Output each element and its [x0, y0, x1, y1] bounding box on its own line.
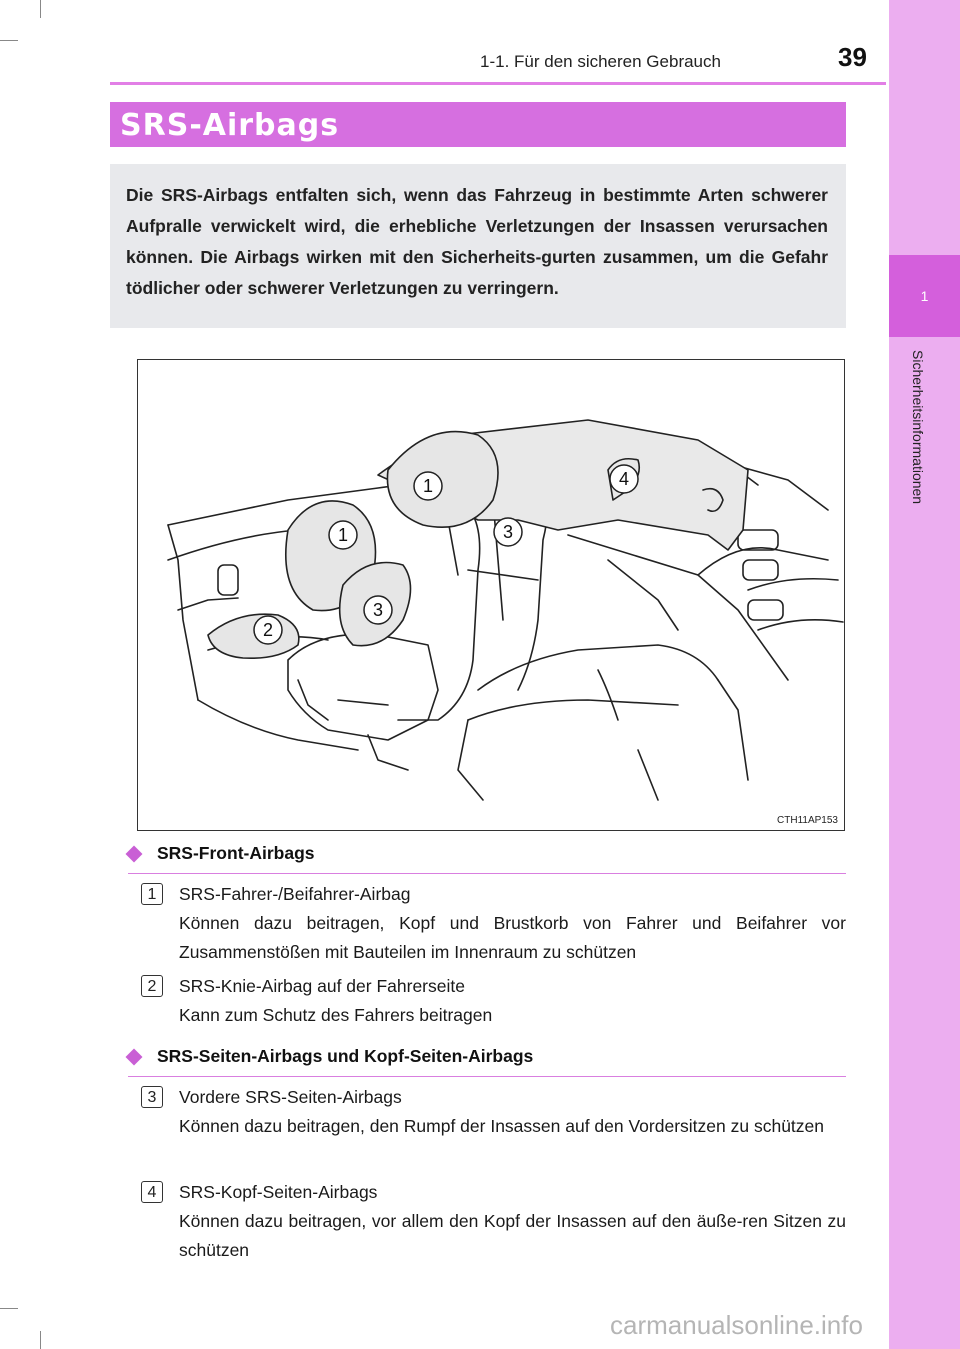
section-title: SRS-Airbags: [120, 108, 340, 143]
item-title: SRS-Knie-Airbag auf der Fahrerseite: [179, 976, 465, 996]
figure-code: CTH11AP153: [777, 815, 838, 826]
callout-label: 2: [262, 620, 274, 640]
chapter-label: Sicherheitsinformationen: [910, 350, 926, 505]
item-description: Können dazu beitragen, den Rumpf der Insassen auf den Vordersitzen zu schützen: [179, 1116, 825, 1136]
callout-3-lower: [364, 596, 392, 624]
item-description: Können dazu beitragen, vor allem den Kopf der Insassen auf den äuße-ren Sitzen zu schützen: [179, 1211, 846, 1260]
airbag-illustration: [137, 359, 845, 831]
subheading-front-airbags: [128, 843, 846, 874]
callout-label: 1: [422, 476, 434, 496]
item-number: 3: [141, 1086, 163, 1108]
callout-label: 4: [618, 469, 630, 489]
callout-3-upper: [494, 518, 522, 546]
item-title: SRS-Kopf-Seiten-Airbags: [179, 1182, 378, 1202]
crop-mark: [0, 40, 18, 41]
subheading-label: SRS-Front-Airbags: [157, 843, 315, 863]
watermark: carmanualsonline.info: [610, 1310, 863, 1340]
callout-label: 3: [372, 600, 384, 620]
section-banner: [110, 102, 846, 147]
intro-text: Die SRS-Airbags entfalten sich, wenn das Fahrzeug in bestimmte Arten schwerer Aufpralle verwickelt wird, die erhebliche Verletzungen der Insassen verursachen können. Die Airbags wirken mit den Sicherheits-gurten zusammen, um die Gefahr tödlicher oder schwerer Verletzungen zu verringern.: [126, 185, 828, 298]
intro-box: [110, 164, 846, 328]
callout-4: [610, 465, 638, 493]
header-rule: [110, 82, 886, 85]
subheading-label: SRS-Seiten-Airbags und Kopf-Seiten-Airbags: [157, 1046, 534, 1066]
callout-1-upper: [414, 472, 442, 500]
subheading-side-airbags: [128, 1046, 846, 1077]
item-number: 4: [141, 1181, 163, 1203]
item-description: Können dazu beitragen, Kopf und Brustkorb von Fahrer und Beifahrer vor Zusammenstößen mit Bauteilen im Innenraum zu schützen: [179, 913, 846, 962]
diamond-icon: [126, 846, 143, 863]
crop-mark: [40, 1331, 41, 1349]
item-number: 1: [141, 883, 163, 905]
callout-label: 3: [502, 522, 514, 542]
item-title: Vordere SRS-Seiten-Airbags: [179, 1087, 402, 1107]
chapter-marker: 1: [889, 255, 960, 337]
crop-mark: [40, 0, 41, 18]
page-number: 39: [838, 42, 867, 72]
item-title: SRS-Fahrer-/Beifahrer-Airbag: [179, 884, 411, 904]
callout-1-lower: [329, 521, 357, 549]
callout-label: 1: [337, 525, 349, 545]
crop-mark: [0, 1308, 18, 1309]
item-number: 2: [141, 975, 163, 997]
running-header: 1-1. Für den sicheren Gebrauch: [480, 52, 721, 71]
callout-2: [254, 616, 282, 644]
car-interior-drawing: [138, 360, 844, 830]
item-description: Kann zum Schutz des Fahrers beitragen: [179, 1005, 493, 1025]
diamond-icon: [126, 1049, 143, 1066]
side-tab: [889, 0, 960, 1349]
